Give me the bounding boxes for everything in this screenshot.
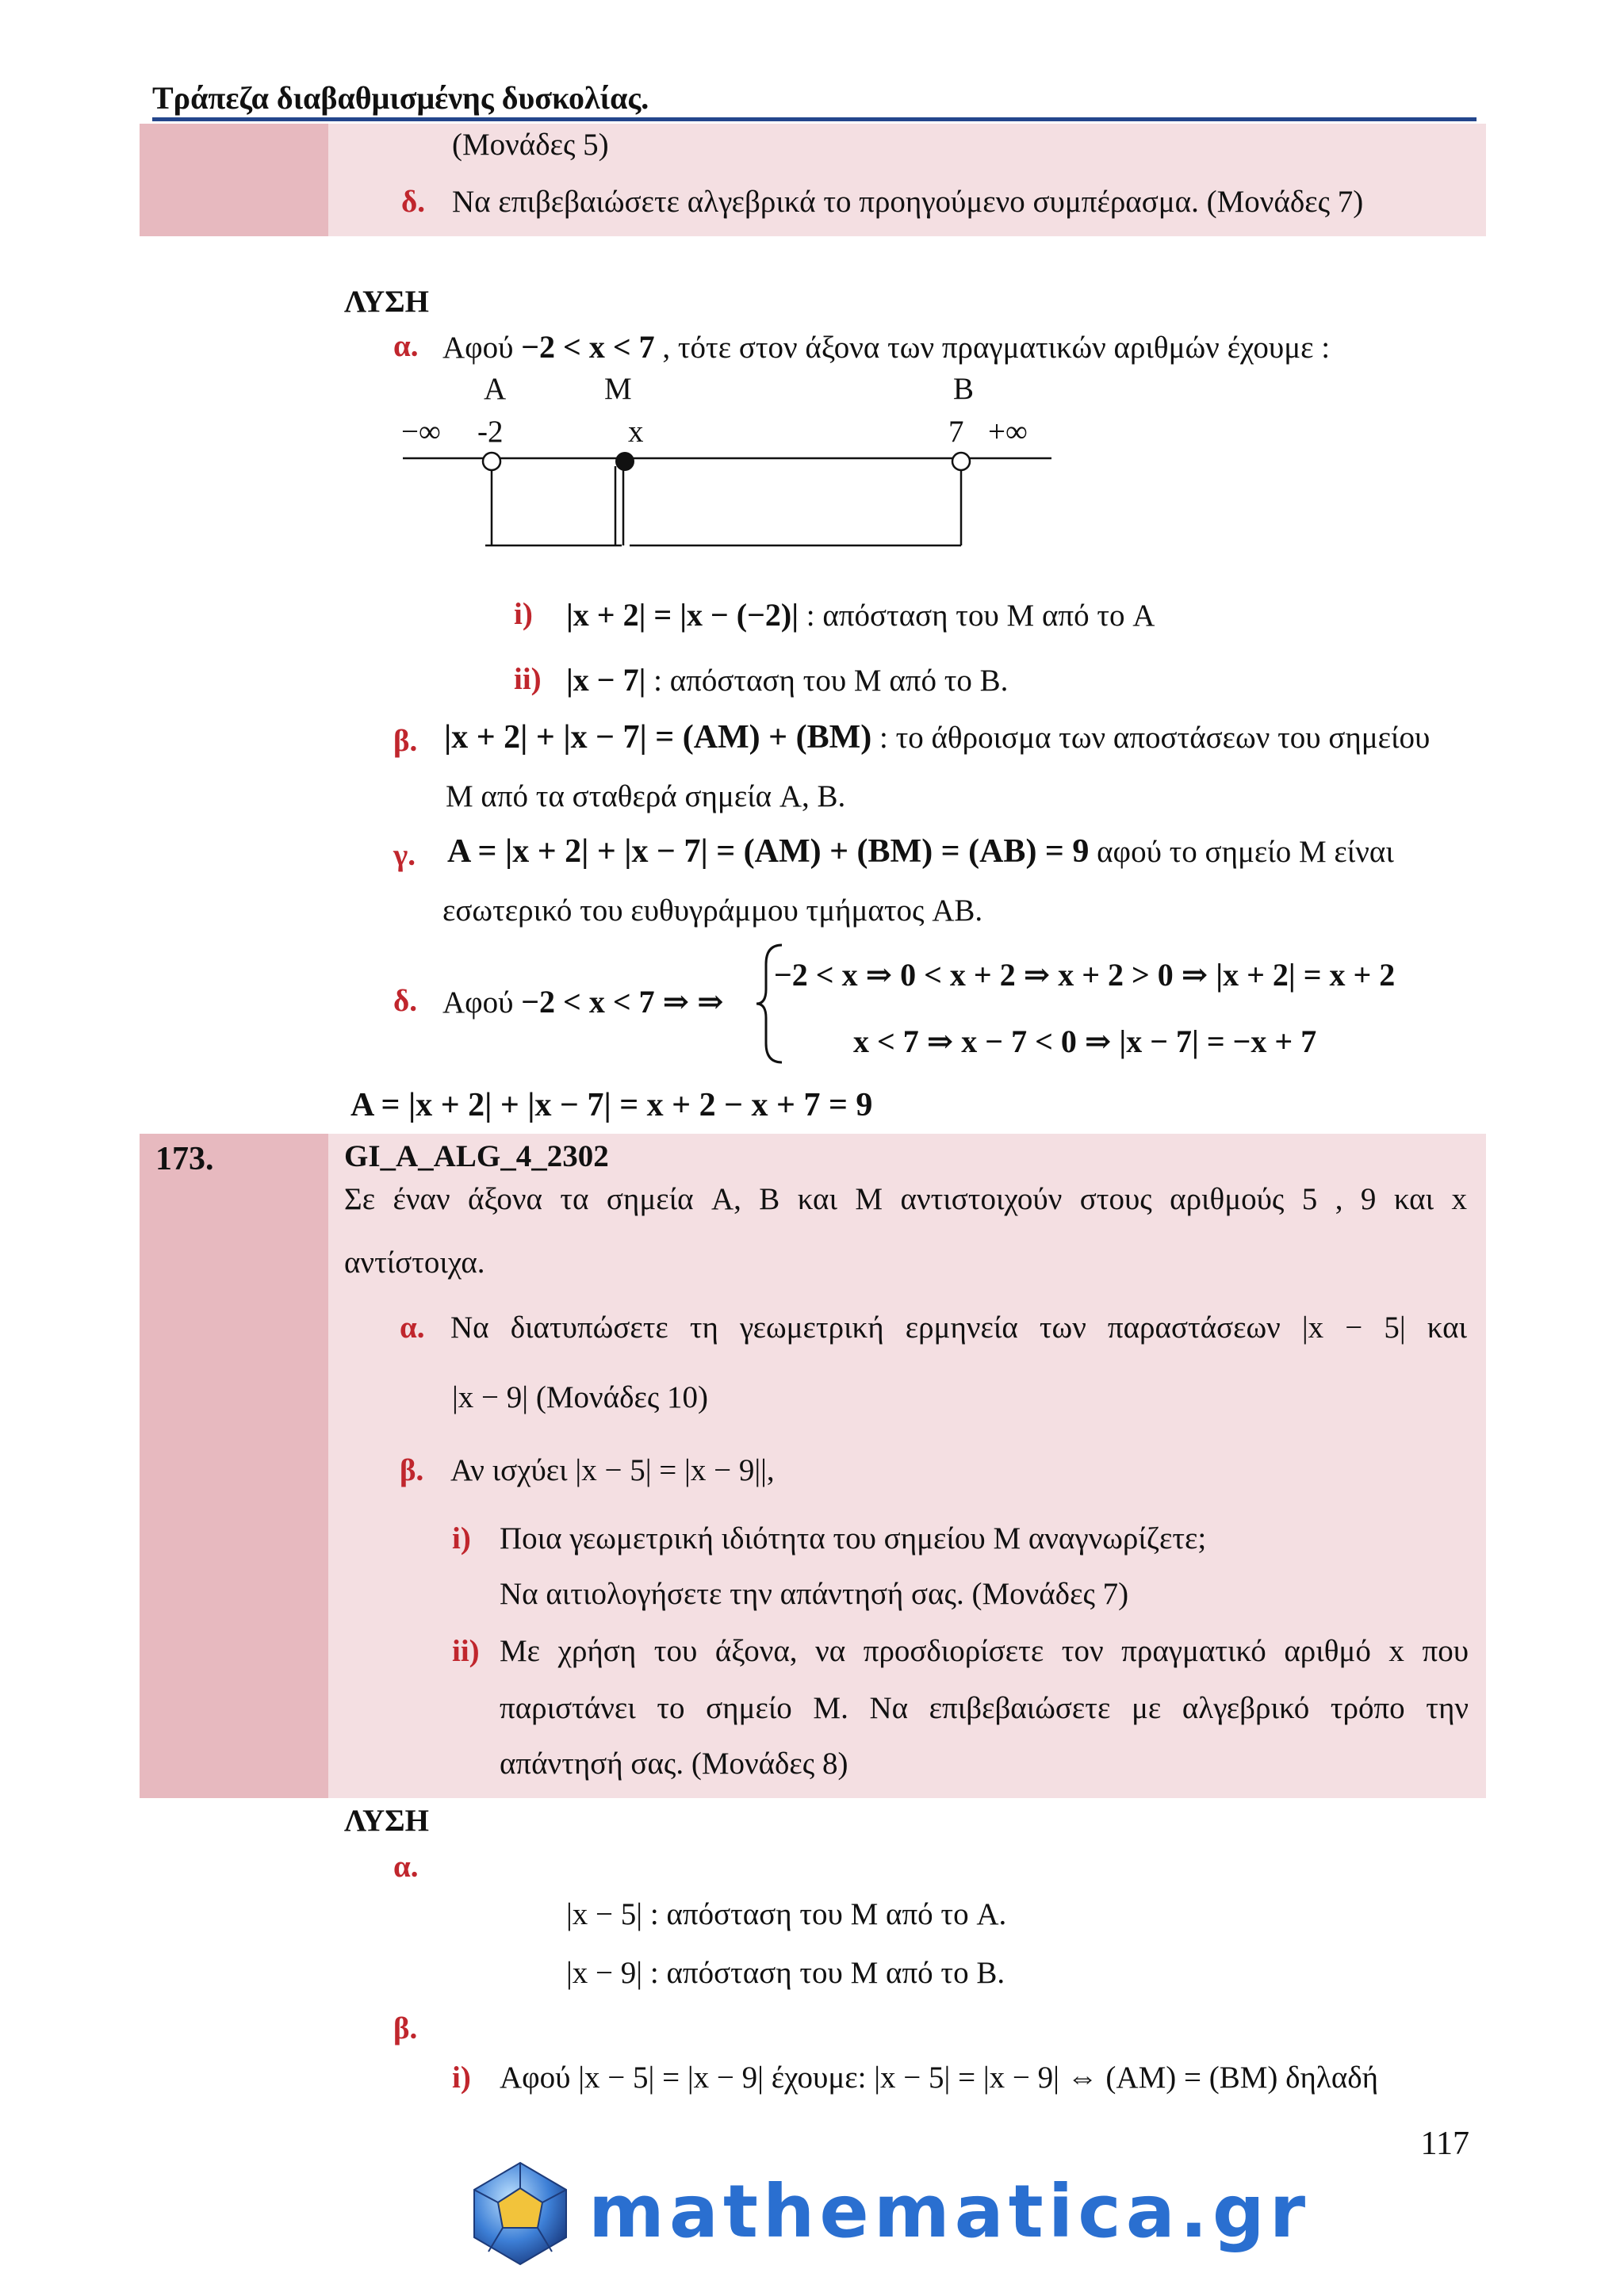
point-B-open [952,453,970,470]
solution173-a1: |x − 5| : απόσταση του M από το A. [566,1897,1007,1931]
sol1-delta-case1: −2 < x ⇒ 0 < x + 2 ⇒ x + 2 > 0 ⇒ |x + 2| = x + 2 [774,957,1396,993]
sol1-gamma-math: A = |x + 2| + |x − 7| = (AM) + (BM) = (AB) = 9 [447,833,1090,870]
sol1-gamma-text2: εσωτερικό του ευθυγράμμου τμήματος AB. [442,894,983,928]
problem173-ii-label: ii) [452,1634,480,1668]
axis-label-A: A [484,372,507,406]
problem173-alpha-text2: |x − 9| (Μονάδες 10) [452,1380,709,1414]
solution173-a2: |x − 9| : απόσταση του M από το B. [566,1956,1005,1990]
axis-plus-infinity: +∞ [988,415,1028,449]
axis-value-A: -2 [477,415,504,449]
axis-value-M: x [628,415,644,449]
sol1-delta-label: δ. [393,984,417,1018]
problem173-ii-text2: παριστάνει το σημείο M. Να επιβεβαιώσετε με αλγεβρικό τρόπο την [500,1691,1469,1725]
solution173-i-text: Αφού |x − 5| = |x − 9| έχουμε: |x − 5| = |x − 9| ⇔ (AM) = (BM) δηλαδή [500,2061,1379,2095]
point-M-filled [615,452,634,471]
problem173-intro2: αντίστοιχα. [344,1246,485,1280]
dodecahedron-logo-icon [465,2158,576,2269]
problem173-left-band [140,1134,328,1798]
sol1-beta-text1: : το άθροισμα των αποστάσεων του σημείου [879,721,1431,755]
problem173-alpha-text: Να διατυπώσετε τη γεωμετρική ερμηνεία των παραστάσεων |x − 5| και [450,1311,1467,1345]
sol1-beta-math: |x + 2| + |x − 7| = (AM) + (BM) [444,719,872,756]
sol1-gamma-text1: αφού το σημείο M είναι [1097,835,1394,869]
problem173-code: GI_A_ALG_4_2302 [344,1139,609,1173]
number-line [396,444,1063,555]
sol1-i-label: i) [514,597,533,631]
sol1-beta-text2: M από τα σταθερά σημεία A, B. [446,779,846,813]
solution173-alpha-label: α. [393,1850,419,1884]
solution173-i-label: i) [452,2061,471,2095]
problem173-i-label: i) [452,1521,471,1556]
sol1-alpha-text2: , τότε στον άξονα των πραγματικών αριθμών έχουμε : [662,331,1331,365]
problem173-i-text2: Να αιτιολογήσετε την απάντησή σας. (Μονάδες 7) [500,1577,1129,1611]
solution173-beta-label: β. [393,2011,418,2045]
axis-minus-infinity: −∞ [401,415,441,449]
problem173-number: 173. [155,1141,214,1177]
sol1-ii-label: ii) [514,662,542,696]
page-header: Τράπεζα διαβαθμισμένης δυσκολίας. [152,80,649,116]
sol1-i-math: |x + 2| = |x − (−2)| [566,597,799,633]
problem173-intro1: Σε έναν άξονα τα σημεία A, B και M αντιστοιχούν στους αριθμούς 5 , 9 και x [344,1182,1467,1216]
sol1-alpha-label: α. [393,329,419,363]
sol1-delta-case2: x < 7 ⇒ x − 7 < 0 ⇒ |x − 7| = −x + 7 [853,1024,1317,1059]
problem173-i-text1: Ποια γεωμετρική ιδιότητα του σημείου M αναγνωρίζετε; [500,1521,1207,1556]
prev-delta-text: Να επιβεβαιώσετε αλγεβρικά το προηγούμενο συμπέρασμα. (Μονάδες 7) [452,185,1364,219]
sol1-delta-text: Αφού [442,985,514,1020]
solution-heading: ΛΥΣΗ [344,285,429,319]
problem173-beta-text: Αν ισχύει |x − 5| = |x − 9||, [450,1453,775,1487]
sol1-beta-label: β. [393,724,418,758]
page-number: 117 [1420,2126,1469,2162]
sol1-final: A = |x + 2| + |x − 7| = x + 2 − x + 7 = 9 [350,1087,873,1123]
prev-delta-label: δ. [401,185,425,219]
sol1-alpha-text1: Αφού [442,331,514,365]
header-rule [152,117,1477,121]
problem173-beta-label: β. [400,1453,424,1487]
point-A-open [483,453,500,470]
sol1-i-text: : απόσταση του M από το A [806,599,1155,633]
prev-problem-left-band [140,124,328,236]
sol1-delta-math: −2 < x < 7 ⇒ ⇒ [521,984,724,1020]
sol1-alpha-math: −2 < x < 7 [521,329,655,365]
problem173-ii-text1: Με χρήση του άξονα, να προσδιορίσετε τον πραγματικό αριθμό x που [500,1634,1469,1668]
problem173-alpha-label: α. [400,1311,425,1345]
prev-problem-marks: (Μονάδες 5) [452,128,609,162]
sol1-ii-text: : απόσταση του M από το B. [653,664,1009,698]
solution173-heading: ΛΥΣΗ [344,1804,429,1838]
sol1-gamma-label: γ. [393,838,416,872]
logo-text: mathematica.gr [588,2169,1311,2254]
sol1-ii-math: |x − 7| [566,662,646,698]
axis-label-M: M [604,372,632,406]
axis-value-B: 7 [948,415,964,449]
axis-label-B: B [953,372,975,406]
problem173-ii-text3: απάντησή σας. (Μονάδες 8) [500,1747,848,1781]
